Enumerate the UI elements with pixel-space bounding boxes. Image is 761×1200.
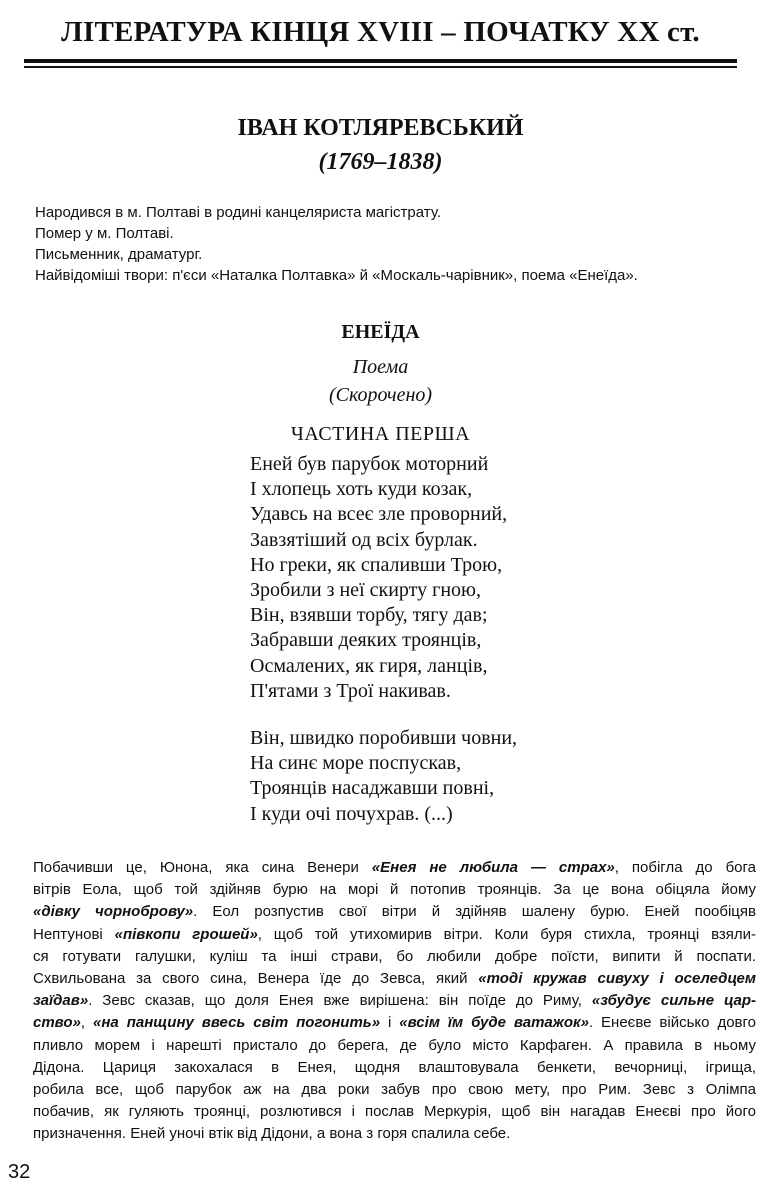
author-dates: (1769–1838) [318, 149, 443, 175]
header-rule-thin [24, 66, 737, 68]
bio-line: Народився в м. Полтаві в родині канцеляриста магістрату. [35, 204, 441, 221]
poem-line: Він, швидко поробивши човни, [250, 727, 518, 749]
poem-line: Еней був парубок моторний [250, 453, 489, 475]
quotation-text: «на панщину ввесь світ погонить» [93, 1014, 381, 1032]
work-note: (Скорочено) [328, 384, 433, 406]
paragraph-line [33, 857, 756, 879]
author-bio [35, 202, 745, 286]
paragraph-text: побачив, як гуляють троянці, розлютився і послав Меркурія, щоб він нагадав Енеєві про його [33, 1103, 756, 1121]
paragraph-text: , щоб той утихомирив вітри. Коли буря стихла, троянці взяли- [257, 925, 756, 943]
quotation-text: «дівку чорноброву» [33, 903, 194, 921]
header-rule-thick [24, 59, 737, 63]
paragraph-text: ся готувати галушки, куліш та інші страви, бо любили добре поїсти, випити й поспати. [33, 947, 756, 965]
bio-line: Помер у м. Полтаві. [35, 225, 174, 242]
paragraph-line [33, 901, 756, 923]
paragraph-line [33, 946, 756, 968]
paragraph-text: . Енеєве військо довго [588, 1014, 756, 1032]
paragraph-line [33, 1101, 756, 1123]
quotation-text: «півкопи грошей» [114, 925, 258, 943]
quotation-text: «всім їм буде ватажок» [399, 1014, 589, 1032]
quotation-text: ство» [33, 1014, 81, 1032]
paragraph-line [33, 924, 756, 946]
paragraph-text: вітрів Еола, щоб той здійняв бурю на морі й потопив троянців. За це вона обіцяла йому [33, 881, 756, 899]
poem-line: І хлопець хоть куди козак, [250, 478, 473, 501]
paragraph-line [33, 1035, 756, 1057]
quotation-text: «збудує сильне цар- [591, 992, 756, 1010]
page-number: 32 [8, 1161, 31, 1183]
paragraph-line [33, 1057, 756, 1079]
paragraph-text: Побачивши це, Юнона, яка сина Венери [33, 859, 372, 876]
quotation-text: «тоді кружав сивуху і оселедцем [478, 969, 756, 987]
poem-stanza [250, 452, 507, 704]
paragraph-text: . Еол розпустив свої вітри й здійняв шалену бурю. Еней пообіцяв [193, 903, 756, 921]
paragraph-line [33, 1079, 756, 1101]
quotation-text: заїдав» [33, 992, 89, 1010]
paragraph-text: , [80, 1014, 93, 1032]
paragraph-text: Нептунові [33, 925, 115, 943]
poem-line: Троянців насаджавши повні, [250, 777, 495, 800]
paragraph-line [33, 990, 756, 1012]
poem-stanza [250, 726, 517, 827]
poem-line: Він, взявши торбу, тягу дав; [250, 604, 488, 627]
paragraph-text: робила все, щоб парубок аж на два роки забув про свою мету, про Рим. Зевс з Олімпа [33, 1080, 756, 1098]
paragraph-line [33, 968, 756, 990]
poem-line: Завзятіший од всіх бурлак. [250, 528, 478, 551]
work-genre: Поема [352, 356, 409, 378]
poem-line: П'ятами з Трої накивав. [250, 679, 451, 702]
summary-paragraph [33, 857, 756, 1145]
paragraph-line [33, 1123, 756, 1145]
paragraph-text: і [380, 1014, 400, 1032]
paragraph-line [33, 879, 756, 901]
part-heading: ЧАСТИНА ПЕРША [290, 423, 471, 445]
paragraph-text: Дідона. Цариця закохалася в Енея, щодня влаштовувала бенкети, вечорниці, ігрища, [33, 1058, 756, 1076]
running-header: ЛІТЕРАТУРА КІНЦЯ XVIII – ПОЧАТКУ XX ст. [61, 16, 700, 48]
paragraph-line [33, 1012, 756, 1034]
paragraph-text: Схвильована за свого сина, Венера їде до Зевса, який [33, 969, 479, 987]
poem-line: Забравши деяких троянців, [250, 629, 482, 652]
poem-line: Зробили з неї скирту гною, [250, 579, 481, 602]
poem-line: На синє море поспускав, [250, 752, 462, 775]
poem-line: Осмалених, як гиря, ланців, [250, 654, 488, 677]
bio-line: Письменник, драматург. [35, 246, 203, 263]
author-name: ІВАН КОТЛЯРЕВСЬКИЙ [237, 115, 524, 141]
paragraph-text: пливло морем і нарешті пристало до берега, де було місто Карфаген. А правила в ньому [33, 1036, 756, 1054]
work-title: ЕНЕЇДА [341, 321, 420, 343]
paragraph-text: призначення. Еней уночі втік від Дідони, а вона з горя спалила себе. [33, 1125, 511, 1143]
poem-line: І куди очі почухрав. (...) [250, 802, 453, 825]
poem-line: Удавсь на всеє зле проворний, [250, 503, 508, 526]
quotation-text: «Енея не любила — страх» [371, 859, 615, 876]
paragraph-text: , побігла до бога [614, 859, 756, 876]
bio-line: Найвідоміші твори: п'єси «Наталка Полтавка» й «Москаль-чарівник», поема «Енеїда». [35, 267, 638, 284]
poem-line: Но греки, як спаливши Трою, [250, 553, 503, 576]
paragraph-text: . Зевс сказав, що доля Енея вже вирішена: він поїде до Риму, [88, 992, 592, 1010]
